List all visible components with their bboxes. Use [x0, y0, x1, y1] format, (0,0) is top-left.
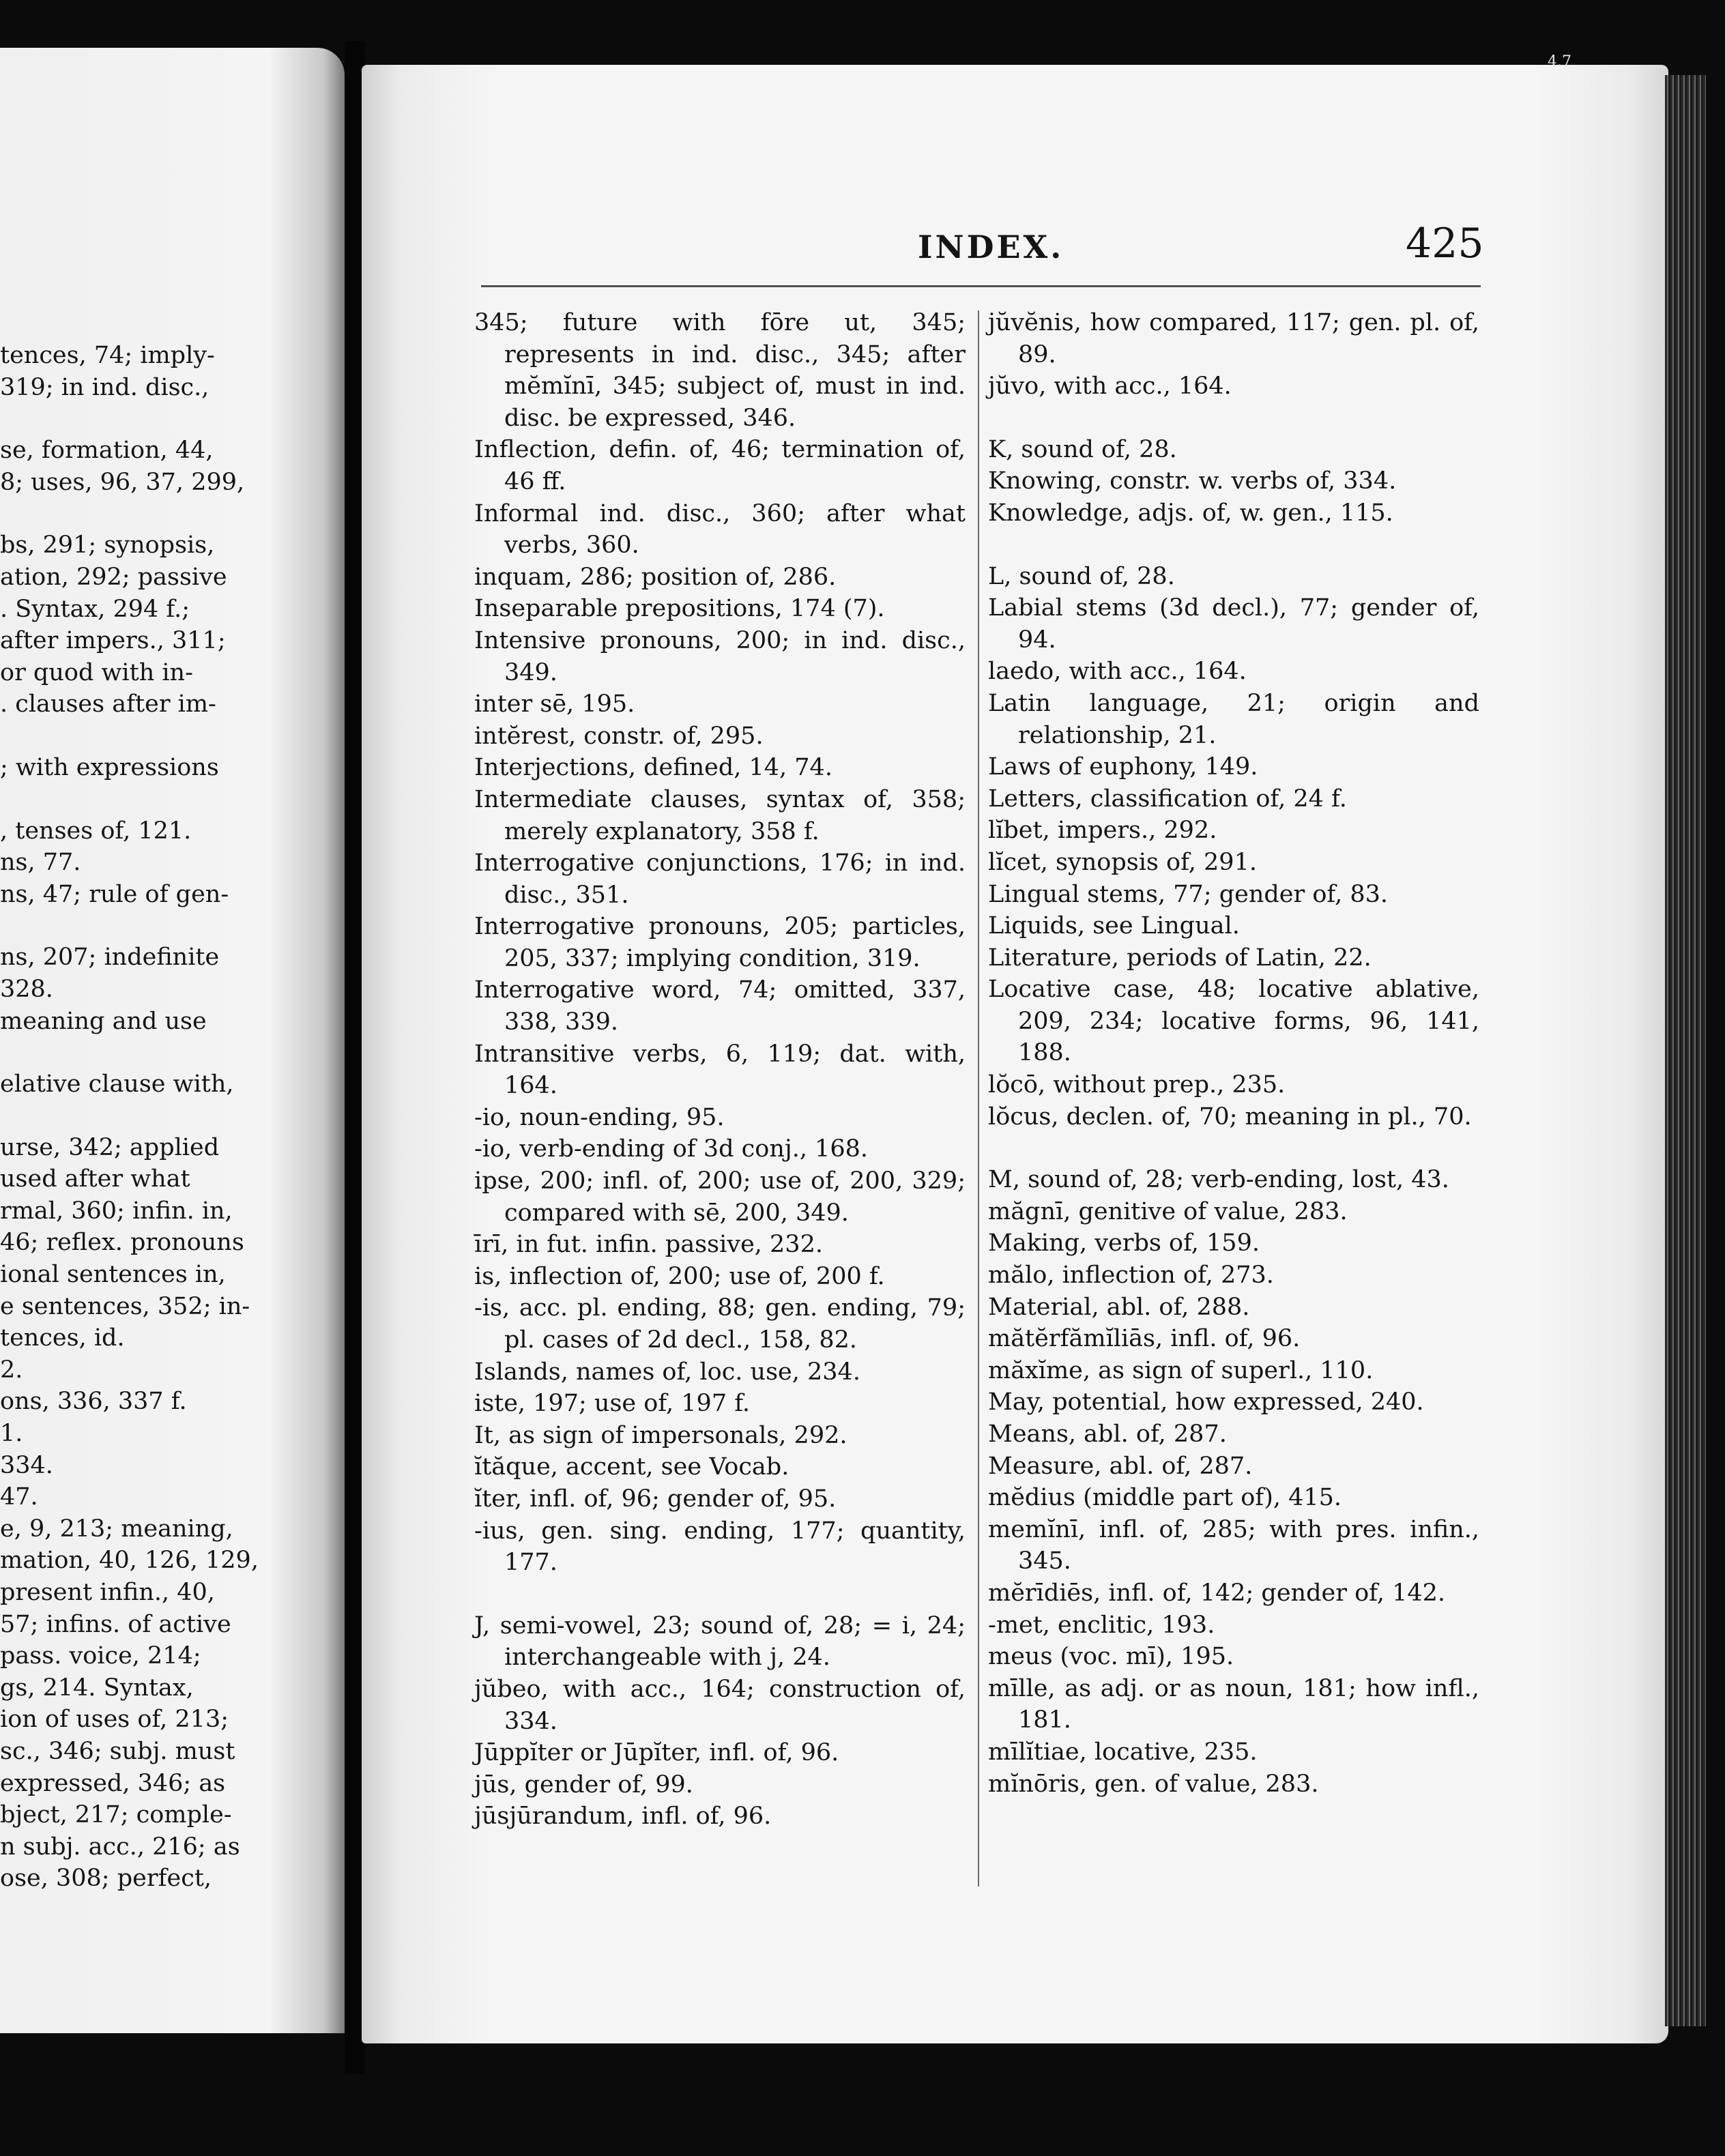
index-entry: īrī, in fut. infin. passive, 232. [474, 1231, 823, 1259]
left-page-line: ; with expressions [0, 753, 219, 781]
index-entry: -is, acc. pl. ending, 88; gen. ending, 79; pl. cases of 2d decl., 158, 82. [474, 1294, 966, 1354]
index-entry: L, sound of, 28. [988, 562, 1175, 590]
left-page-line: 1. [0, 1420, 23, 1448]
index-entry: Intransitive verbs, 6, 119; dat. with, 164. [474, 1040, 966, 1100]
index-entry: mīlĭtiae, locative, 235. [988, 1738, 1258, 1766]
left-page-line: se, formation, 44, [0, 437, 214, 465]
index-entry: May, potential, how expressed, 240. [988, 1388, 1424, 1416]
index-entry: memĭnī, infl. of, 285; with pres. infin., 345. [988, 1515, 1479, 1575]
section-gap [0, 1037, 259, 1068]
left-page-line: ns, 207; indefinite [0, 944, 220, 972]
section-gap [0, 403, 259, 435]
column-divider [978, 310, 979, 1886]
left-page-line: used after what [0, 1165, 190, 1193]
left-page-line: e sentences, 352; in- [0, 1292, 250, 1320]
index-entry: 345; future with fōre ut, 345; represents in ind. disc., 345; after mĕmĭnī, 345; subject of, must in ind. disc. be expressed, 346. [474, 309, 966, 432]
left-page-line: meaning and use [0, 1007, 207, 1035]
left-page-line: gs, 214. Syntax, [0, 1674, 194, 1702]
index-entry: Informal ind. disc., 360; after what verbs, 360. [474, 499, 966, 559]
index-entry: măgnī, genitive of value, 283. [988, 1197, 1348, 1225]
left-page-line: mation, 40, 126, 129, [0, 1547, 259, 1575]
left-page-line: tences, id. [0, 1324, 125, 1352]
left-page [0, 48, 345, 2033]
left-page-line: n subj. acc., 216; as [0, 1833, 240, 1861]
left-page-line: . Syntax, 294 f.; [0, 595, 190, 623]
index-entry: mĕdius (middle part of), 415. [988, 1484, 1342, 1512]
left-page-line: 319; in ind. disc., [0, 373, 209, 401]
section-gap [474, 1579, 966, 1610]
index-entry: jūsjūrandum, infl. of, 96. [474, 1803, 772, 1831]
index-entry: jŭvĕnis, how compared, 117; gen. pl. of, 89. [988, 309, 1479, 368]
left-page-line: or quod with in- [0, 658, 193, 686]
index-entry: jūs, gender of, 99. [474, 1771, 693, 1798]
left-page-line: ns, 47; rule of gen- [0, 880, 229, 908]
left-page-line: 46; reflex. pronouns [0, 1229, 244, 1257]
left-page-line: ns, 77. [0, 849, 81, 877]
index-entry: jŭbeo, with acc., 164; construction of, 334. [474, 1675, 966, 1735]
index-entry: -ius, gen. sing. ending, 177; quantity, 177. [474, 1517, 966, 1577]
left-page-line: urse, 342; applied [0, 1133, 220, 1161]
index-entry: jŭvo, with acc., 164. [988, 373, 1232, 400]
left-page-line: 57; infins. of active [0, 1610, 231, 1638]
left-page-line: ons, 336, 337 f. [0, 1388, 187, 1416]
index-entry: Interjections, defined, 14, 74. [474, 754, 832, 782]
left-page-line: 47. [0, 1483, 38, 1511]
index-entry: mătĕrfămĭliās, infl. of, 96. [988, 1325, 1301, 1353]
index-entry: Latin language, 21; origin and relationship, 21. [988, 689, 1479, 749]
header-rule [481, 285, 1481, 287]
index-entry: J, semi-vowel, 23; sound of, 28; = i, 24; interchangeable with j, 24. [474, 1612, 966, 1672]
index-entry: Labial stems (3d decl.), 77; gender of, 94. [988, 594, 1479, 654]
index-entry: Locative case, 48; locative ablative, 209, 234; locative forms, 96, 141, 188. [988, 976, 1479, 1067]
index-entry: inter sē, 195. [474, 690, 635, 718]
index-entry: -io, noun-ending, 95. [474, 1103, 725, 1131]
left-page-line: after impers., 311; [0, 627, 226, 655]
index-entry: ĭter, infl. of, 96; gender of, 95. [474, 1485, 837, 1513]
index-entry: Making, verbs of, 159. [988, 1229, 1260, 1257]
index-entry: mĕrīdiēs, infl. of, 142; gender of, 142. [988, 1579, 1446, 1607]
section-gap [0, 1101, 259, 1132]
index-entry: Inflection, defin. of, 46; termination of, 46 ff. [474, 436, 966, 495]
index-entry: Knowledge, adjs. of, w. gen., 115. [988, 499, 1393, 527]
left-page-line: e, 9, 213; meaning, [0, 1515, 233, 1543]
index-entry: intĕrest, constr. of, 295. [474, 722, 764, 750]
index-entry: măxĭme, as sign of superl., 110. [988, 1356, 1374, 1384]
running-head: INDEX. [918, 229, 1064, 265]
index-entry: mīlle, as adj. or as noun, 181; how infl., 181. [988, 1674, 1479, 1734]
left-page-line: bject, 217; comple- [0, 1801, 232, 1829]
left-page-line: rmal, 360; infin. in, [0, 1197, 233, 1225]
left-page-line: present infin., 40, [0, 1579, 215, 1606]
left-page-line: ion of uses of, 213; [0, 1706, 229, 1734]
index-entry: Material, abl. of, 288. [988, 1293, 1250, 1321]
section-gap [988, 529, 1479, 561]
section-gap [988, 403, 1479, 434]
index-entry: is, inflection of, 200; use of, 200 f. [474, 1262, 885, 1290]
left-page-line: expressed, 346; as [0, 1769, 226, 1797]
index-entry: lŏcus, declen. of, 70; meaning in pl., 70. [988, 1103, 1472, 1131]
index-entry: Measure, abl. of, 287. [988, 1452, 1253, 1480]
page-number: 425 [1406, 220, 1484, 267]
index-entry: inquam, 286; position of, 286. [474, 563, 837, 591]
index-entry: Lingual stems, 77; gender of, 83. [988, 880, 1389, 908]
index-entry: Letters, classification of, 24 f. [988, 785, 1347, 813]
index-entry: Interrogative pronouns, 205; particles, 205, 337; implying condition, 319. [474, 913, 966, 972]
index-entry: lĭbet, impers., 292. [988, 817, 1217, 845]
index-entry: M, sound of, 28; verb-ending, lost, 43. [988, 1166, 1449, 1194]
left-page-line: pass. voice, 214; [0, 1642, 201, 1670]
index-column-right [988, 307, 1479, 1800]
index-entry: -io, verb-ending of 3d conj., 168. [474, 1135, 869, 1163]
index-entry: Interrogative word, 74; omitted, 337, 338, 339. [474, 976, 966, 1036]
index-entry: Means, abl. of, 287. [988, 1421, 1227, 1448]
left-page-column [0, 340, 259, 1895]
index-entry: -met, enclitic, 193. [988, 1611, 1215, 1639]
left-page-line: 328. [0, 975, 53, 1003]
index-entry: Jūppĭter or Jūpĭter, infl. of, 96. [474, 1739, 839, 1767]
section-gap [0, 720, 259, 752]
index-entry: lĭcet, synopsis of, 291. [988, 848, 1257, 876]
index-entry: ipse, 200; infl. of, 200; use of, 200, 329; compared with sē, 200, 349. [474, 1167, 966, 1227]
left-page-line: elative clause with, [0, 1070, 234, 1098]
index-entry: lŏcō, without prep., 235. [988, 1071, 1286, 1099]
left-page-line: tences, 74; imply- [0, 342, 215, 369]
left-page-line: ional sentences in, [0, 1261, 226, 1289]
index-entry: Interrogative conjunctions, 176; in ind. disc., 351. [474, 849, 966, 909]
section-gap [0, 910, 259, 942]
index-entry: Knowing, constr. w. verbs of, 334. [988, 467, 1397, 495]
left-page-line: sc., 346; subj. must [0, 1737, 235, 1765]
section-gap [0, 784, 259, 815]
index-entry: mĭnōris, gen. of value, 283. [988, 1770, 1319, 1798]
index-entry: laedo, with acc., 164. [988, 658, 1247, 686]
section-gap [0, 498, 259, 529]
index-entry: meus (voc. mī), 195. [988, 1643, 1234, 1671]
left-page-line: . clauses after im- [0, 690, 216, 718]
left-page-line: 334. [0, 1451, 53, 1479]
corner-mark: 4.7 [1548, 53, 1571, 70]
index-entry: Literature, periods of Latin, 22. [988, 944, 1372, 972]
left-page-line: ation, 292; passive [0, 563, 227, 591]
index-entry: K, sound of, 28. [988, 435, 1177, 463]
index-entry: Intensive pronouns, 200; in ind. disc., 349. [474, 626, 966, 686]
index-entry: iste, 197; use of, 197 f. [474, 1390, 751, 1418]
index-entry: Inseparable prepositions, 174 (7). [474, 595, 885, 623]
index-entry: ĭtăque, accent, see Vocab. [474, 1453, 789, 1481]
page-edges [1665, 75, 1706, 2026]
index-entry: Islands, names of, loc. use, 234. [474, 1358, 860, 1386]
index-entry: Liquids, see Lingual. [988, 912, 1240, 940]
left-page-line: 8; uses, 96, 37, 299, [0, 468, 245, 496]
index-column-left [474, 307, 966, 1833]
section-gap [988, 1133, 1479, 1164]
index-entry: Intermediate clauses, syntax of, 358; merely explanatory, 358 f. [474, 785, 966, 845]
index-entry: mălo, inflection of, 273. [988, 1262, 1274, 1290]
left-page-line: , tenses of, 121. [0, 817, 192, 845]
left-page-line: 2. [0, 1356, 23, 1384]
left-page-line: bs, 291; synopsis, [0, 531, 215, 559]
left-page-line: ose, 308; perfect, [0, 1865, 212, 1893]
index-entry: It, as sign of impersonals, 292. [474, 1421, 847, 1449]
index-entry: Laws of euphony, 149. [988, 753, 1258, 781]
